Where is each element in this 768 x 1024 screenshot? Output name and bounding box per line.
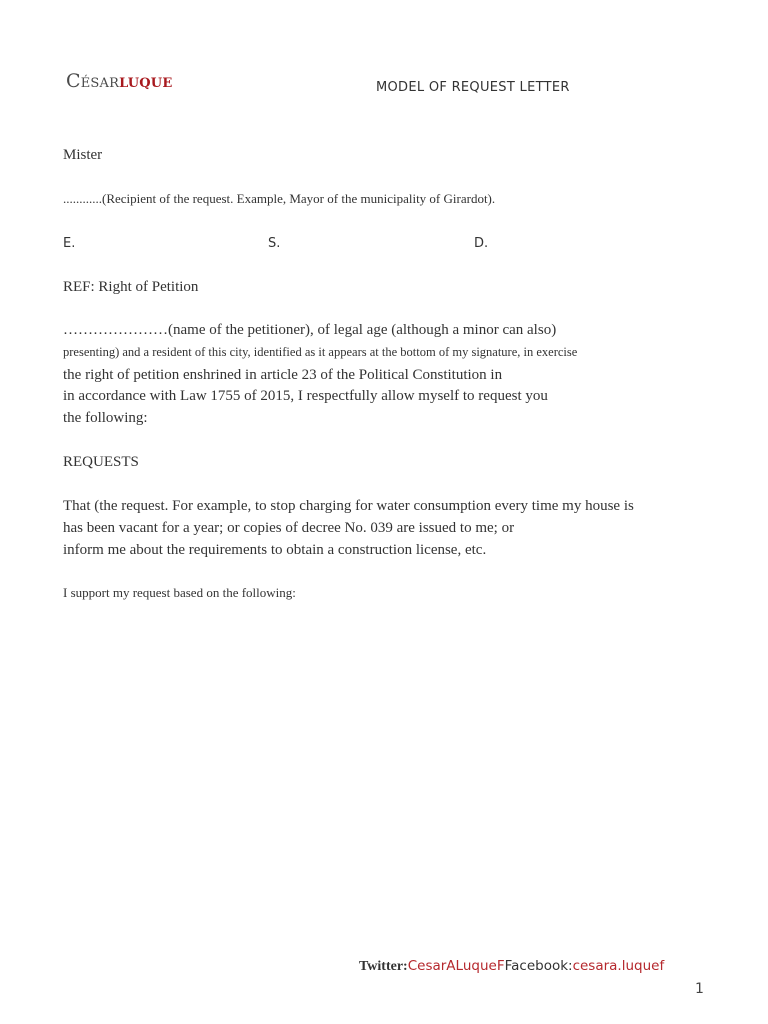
logo-first-part: César [66, 70, 120, 92]
reference-line: REF: Right of Petition [63, 279, 199, 295]
requests-heading: REQUESTS [63, 454, 139, 470]
facebook-label: Facebook: [504, 958, 573, 974]
paragraph-line: inform me about the requirements to obtain a construction license, etc. [63, 542, 487, 558]
paragraph-line: the following: [63, 410, 148, 426]
document-title: MODEL OF REQUEST LETTER [376, 80, 570, 95]
facebook-handle-link[interactable]: cesara.luquef [572, 958, 665, 974]
paragraph-line: the right of petition enshrined in article 23 of the Political Constitution in [63, 367, 503, 383]
abbrev-s: S. [268, 236, 281, 251]
brand-logo [66, 70, 172, 92]
recipient-line: ............(Recipient of the request. Example, Mayor of the municipality of Girardot). [63, 191, 496, 206]
support-line: I support my request based on the following: [63, 585, 296, 600]
social-footer [359, 958, 664, 975]
abbrev-e: E. [63, 236, 76, 251]
paragraph-line: in accordance with Law 1755 of 2015, I respectfully allow myself to request you [63, 388, 548, 404]
paragraph-line: presenting) and a resident of this city, identified as it appears at the bottom of my signature, in exercise [63, 345, 578, 359]
paragraph-line: …………………(name of the petitioner), of legal age (although a minor can also) [63, 322, 557, 338]
twitter-label: Twitter: [359, 959, 408, 974]
abbrev-d: D. [474, 236, 489, 251]
logo-second-part: luque [119, 70, 173, 92]
twitter-handle-link[interactable]: CesarALuqueF [407, 958, 505, 974]
salutation: Mister [63, 147, 103, 163]
page-number: 1 [695, 981, 704, 997]
paragraph-line: has been vacant for a year; or copies of decree No. 039 are issued to me; or [63, 520, 515, 536]
paragraph-line: That (the request. For example, to stop charging for water consumption every time my house is [63, 498, 634, 514]
